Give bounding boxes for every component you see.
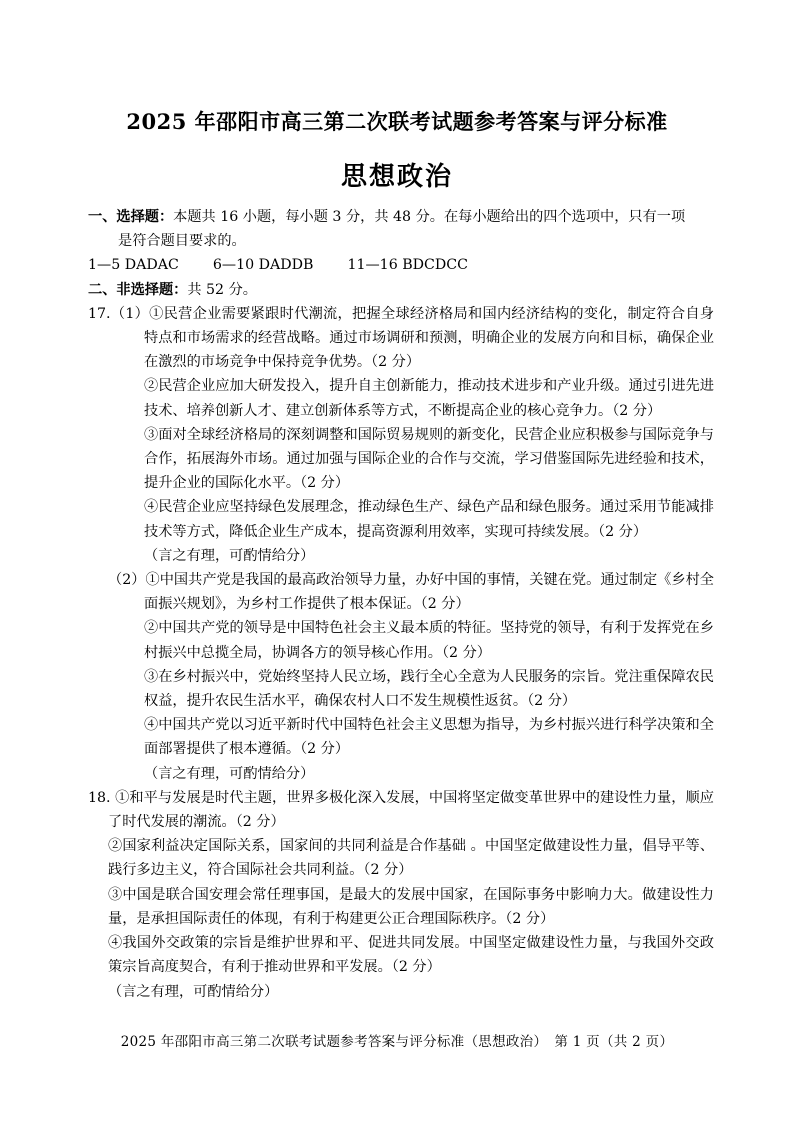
answers-6-10: 6—10 DADDB — [212, 257, 314, 274]
q18-point-4: ④我国外交政策的宗旨是维护世界和平、促进共同发展。中国坚定做建设性力量，与我国外交政策宗旨高度契合，有利于推动世界和平发展。（2 分） — [108, 935, 714, 976]
q18-point-3: ③中国是联合国安理会常任理事国，是最大的发展中国家，在国际事务中影响力大。做建设性力量，是承担国际责任的体现，有利于构建更公正合理国际秩序。（2 分） — [108, 886, 714, 927]
section-nonchoice-heading: 二、非选择题： — [88, 281, 188, 298]
q17-2-note: （言之有理，可酌情给分） — [144, 765, 315, 782]
subject-title: 思想政治 — [340, 162, 453, 192]
answer-content — [88, 205, 714, 1004]
q17-2-point-1: （2）①中国共产党是我国的最高政治领导力量，办好中国的事情，关键在党。通过制定《乡村全面振兴规划》，为乡村工作提供了根本保证。（2 分） — [108, 572, 714, 613]
section-choice-heading: 一、选择题： — [88, 209, 174, 225]
q17-2-point-2: ②中国共产党的领导是中国特色社会主义最本质的特征。坚持党的领导，有利于发挥党在乡村振兴中总揽全局，协调各方的领导核心作用。（2 分） — [144, 620, 714, 661]
section-choice — [88, 205, 714, 229]
q17-1-note: （言之有理，可酌情给分） — [144, 547, 315, 564]
section-choice-text: 本题共 16 小题，每小题 3 分，共 48 分。在每小题给出的四个选项中，只有一项 — [173, 209, 686, 225]
q17-2-point-4: ④中国共产党以习近平新时代中国特色社会主义思想为指导，为乡村振兴进行科学决策和全面部署提供了根本遵循。（2 分） — [144, 717, 714, 758]
q18-note: （言之有理，可酌情给分） — [108, 983, 279, 1000]
q18-point-2: ②国家利益决定国际关系，国家间的共同利益是合作基础 。中国坚定做建设性力量，倡导平等、践行多边主义，符合国际社会共同利益。（2 分） — [108, 838, 714, 879]
q18-point-1: 18. ①和平与发展是时代主题，世界多极化深入发展，中国将坚定做变革世界中的建设性力量，顺应了时代发展的潮流。（2 分） — [88, 789, 714, 831]
section-nonchoice-text: 共 52 分。 — [187, 281, 257, 298]
section-nonchoice — [88, 278, 714, 302]
page-footer: 2025 年邵阳市高三第二次联考试题参考答案与评分标准（思想政治） 第 1 页（共 2 页） — [120, 1034, 674, 1050]
q17-2-point-3: ③在乡村振兴中，党始终坚持人民立场，践行全心全意为人民服务的宗旨。党注重保障农民权益，提升农民生活水平，确保农村人口不发生规模性返贫。（2 分） — [144, 668, 714, 710]
document-title: 2025 年邵阳市高三第二次联考试题参考答案与评分标准 — [126, 109, 668, 134]
answers-1-5: 1—5 DADAC — [88, 257, 179, 274]
q17-1-point-3: ③面对全球经济格局的深刻调整和国际贸易规则的新变化，民营企业应积极参与国际竞争与合作，拓展海外市场。通过加强与国际企业的合作与交流，学习借鉴国际先进经验和技术，提升企业的国际化水平。（2 分） — [144, 426, 714, 492]
choice-answers — [88, 253, 714, 277]
q17-1-point-4: ④民营企业应坚持绿色发展理念，推动绿色生产、绿色产品和绿色服务。通过采用节能减排技术等方式，降低企业生产成本，提高资源利用效率，实现可持续发展。（2 分） — [144, 499, 714, 540]
q17-1-point-2: ②民营企业应加大研发投入，提升自主创新能力，推动技术进步和产业升级。通过引进先进技术、培养创新人才、建立创新体系等方式，不断提高企业的核心竞争力。（2 分） — [144, 378, 714, 419]
section-choice-text-cont: 是符合题目要求的。 — [118, 233, 246, 250]
answers-11-16: 11—16 BDCDCC — [347, 257, 468, 274]
q17-1-point-1: 17.（1）①民营企业需要紧跟时代潮流，把握全球经济格局和国内经济结构的变化，制定符合自身特点和市场需求的经营战略。通过市场调研和预测，明确企业的发展方向和目标，确保企业在激烈的市场竞争中保持竞争优势。（2 分） — [88, 305, 714, 371]
